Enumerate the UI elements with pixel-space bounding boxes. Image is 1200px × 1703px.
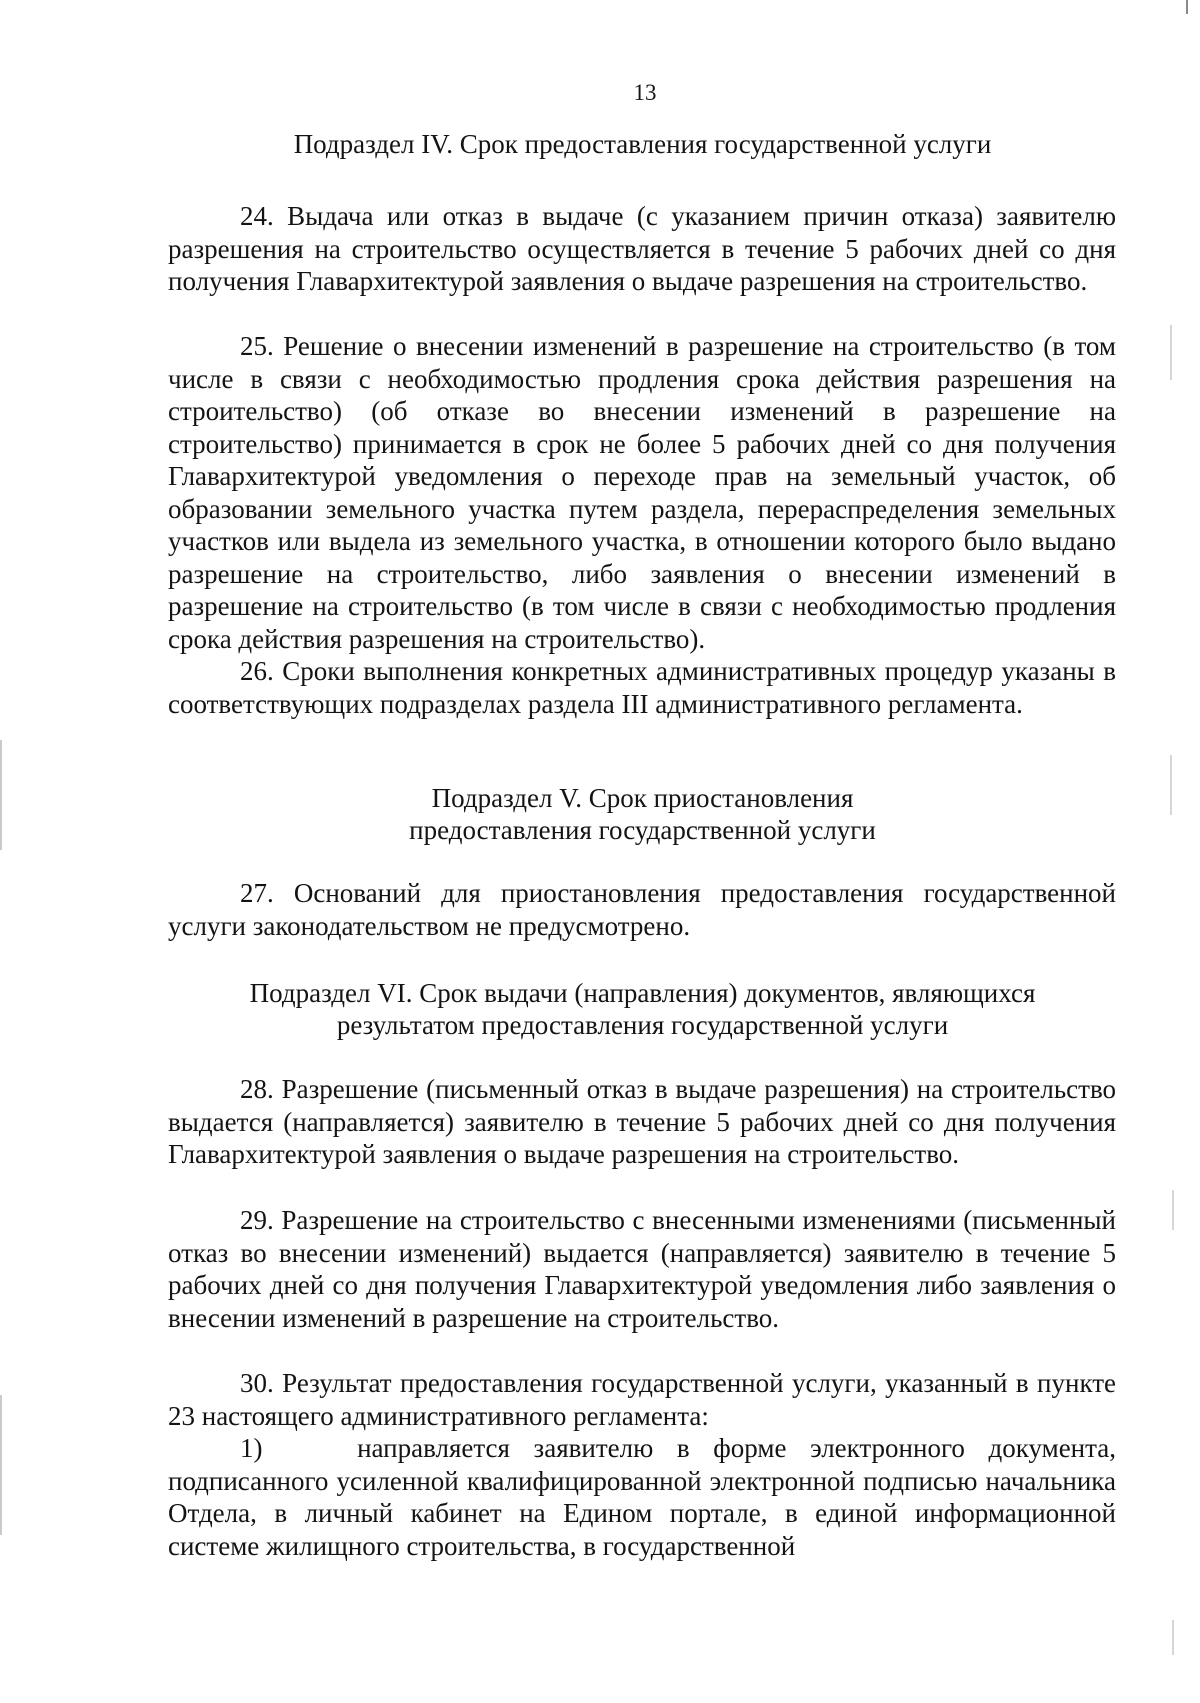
paragraph-24 (168, 200, 1116, 298)
paragraph-number: 25. (240, 331, 274, 361)
paragraph-27 (168, 877, 1116, 942)
scan-artifact (1172, 1190, 1174, 1230)
paragraph-30 (168, 1367, 1116, 1432)
paragraph-text: Разрешение (письменный отказ в выдаче разрешения) на строительство выдается (направляется) заявителю в течение 5 рабочих дней со дня получения Главархитектурой заявления о выдаче разрешения на строительство. (168, 1074, 1117, 1169)
scan-artifact (0, 740, 2, 850)
scan-artifact (1170, 325, 1172, 380)
paragraph-number: 30. (240, 1368, 274, 1398)
paragraph-text: Сроки выполнения конкретных административных процедур указаны в соответствующих подразделах раздела III административного регламента. (168, 656, 1117, 719)
paragraph-26 (168, 655, 1116, 720)
paragraph-25 (168, 330, 1116, 655)
heading-line: Подраздел V. Срок приостановления (431, 783, 854, 813)
scan-artifact (1186, 0, 1188, 14)
section-heading-vi (170, 977, 1115, 1041)
paragraph-text: Решение о внесении изменений в разрешение на строительство (в том числе в связи с необходимостью продления срока действия разрешения на строительство) (об отказе во внесении изменений в разрешение на строительство) принимается в срок не более 5 рабочих дней со дня получения Главархитектурой уведомления о переходе прав на земельный участок, об образовании земельного участка путем раздела, перераспределения земельных участков или выдела из земельного участка, в отношении которого было выдано разрешение на строительство, либо заявления о внесении изменений в разрешение на строительство (в том числе в связи с необходимостью продления срока действия разрешения на строительство). (168, 331, 1116, 654)
section-heading-iv (170, 128, 1115, 160)
scan-artifact (1170, 755, 1172, 815)
paragraph-number: 1) (240, 1433, 263, 1463)
section-heading-v (170, 782, 1115, 846)
paragraph-number: 26. (240, 656, 274, 686)
scan-artifact (1172, 1620, 1174, 1655)
heading-line: результатом предоставления государственной услуги (336, 1010, 949, 1040)
paragraph-text: Оснований для приостановления предоставления государственной услуги законодательством не предусмотрено. (168, 878, 1117, 941)
page-number: 13 (633, 80, 657, 105)
paragraph-text: Разрешение на строительство с внесенными изменениями (письменный отказ во внесении изменений) выдается (направляется) заявителю в течение 5 рабочих дней со дня получения Главархитектурой уведомления либо заявления о внесении изменений в разрешение на строительство. (168, 1205, 1116, 1333)
paragraph-text: Выдача или отказ в выдаче (с указанием причин отказа) заявителю разрешения на строительство осуществляется в течение 5 рабочих дней со дня получения Главархитектурой заявления о выдаче разрешения на строительство. (168, 201, 1116, 296)
paragraph-text: направляется заявителю в форме электронного документа, подписанного усиленной квалифицированной электронной подписью начальника Отдела, в личный кабинет на Едином портале, в единой информационной системе жилищного строительства, в государственной (168, 1433, 1116, 1561)
paragraph-text: Результат предоставления государственной услуги, указанный в пункте 23 настоящего административного регламента: (168, 1368, 1116, 1431)
heading-line: Подраздел IV. Срок предоставления государственной услуги (293, 129, 992, 159)
paragraph-number: 27. (240, 878, 274, 908)
paragraph-number: 29. (240, 1205, 274, 1235)
heading-line: предоставления государственной услуги (409, 815, 876, 845)
paragraph-28 (168, 1073, 1116, 1171)
paragraph-number: 24. (240, 201, 274, 231)
scan-artifact (0, 1395, 2, 1535)
paragraph-30-1 (168, 1432, 1116, 1562)
paragraph-29 (168, 1204, 1116, 1334)
heading-line: Подраздел VI. Срок выдачи (направления) документов, являющихся (249, 978, 1036, 1008)
paragraph-number: 28. (240, 1074, 274, 1104)
